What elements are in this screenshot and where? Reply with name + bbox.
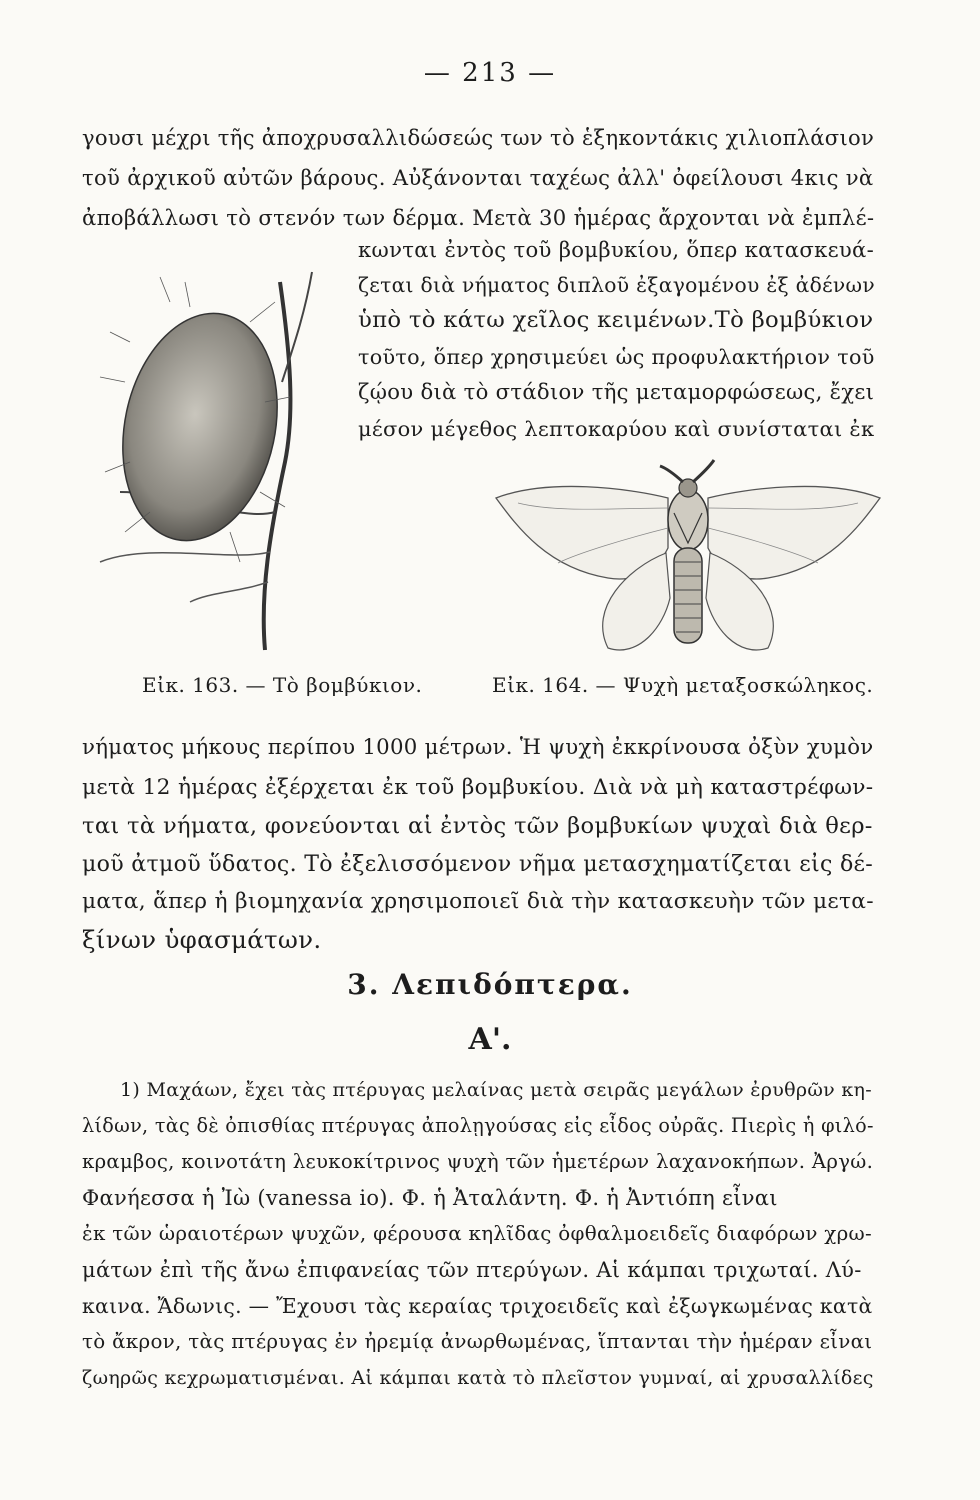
text-line: μοῦ ἀτμοῦ ὕδατος. Τὸ ἐξελισσόμενον νῆμα μετασχηματίζεται εἰς δέ- (82, 851, 874, 877)
subsection-title: Α'. (468, 1022, 512, 1057)
text-line: ται τὰ νήματα, φονεύονται αἱ ἐντὸς τῶν βομβυκίων ψυχαὶ διὰ θερ- (82, 813, 873, 839)
text-line: ἐκ τῶν ὡραιοτέρων ψυχῶν, φέρουσα κηλῖδας ὀφθαλμοειδεῖς διαφόρων χρω- (82, 1222, 873, 1245)
text-line: ζῴου διὰ τὸ στάδιον τῆς μεταμορφώσεως, ἔχει (358, 379, 875, 404)
text-line: μάτων ἐπὶ τῆς ἄνω ἐπιφανείας τῶν πτερύγων. Αἱ κάμπαι τριχωταί. Λύ- (82, 1258, 862, 1282)
text-line: τὸ ἄκρον, τὰς πτέρυγας ἐν ἠρεμίᾳ ἀνωρθωμένας, ἵπτανται τὴν ἡμέραν εἶναι (82, 1330, 873, 1353)
text-line: ζωηρῶς κεχρωματισμέναι. Αἱ κάμπαι κατὰ τὸ πλεῖστον γυμναί, αἱ χρυσαλλίδες (82, 1367, 874, 1389)
text-line: Φανήεσσα ἡ Ἰὼ (vanessa io). Φ. ἡ Ἀταλάντη. Φ. ἡ Ἀντιόπη εἶναι (82, 1186, 778, 1210)
text-line: ἀποβάλλωσι τὸ στενόν των δέρμα. Μετὰ 30 ἡμέρας ἄρχονται νὰ ἐμπλέ- (82, 205, 875, 230)
text-line: μέσον μέγεθος λεπτοκαρύου καὶ συνίσταται ἐκ (358, 417, 875, 441)
text-line: μετὰ 12 ἡμέρας ἐξέρχεται ἐκ τοῦ βομβυκίου. Διὰ νὰ μὴ καταστρέφων- (82, 775, 874, 800)
section-title: 3. Λεπιδόπτερα. (347, 968, 633, 1001)
text-line: ὑπὸ τὸ κάτω χεῖλος κειμένων.Τὸ βομβύκιον (358, 307, 874, 333)
text-line: 1) Μαχάων, ἔχει τὰς πτέρυγας μελαίνας μετὰ σειρᾶς μεγάλων ἐρυθρῶν κη- (120, 1079, 872, 1101)
moth-illustration (488, 458, 888, 668)
figure-163-caption: Εἰκ. 163. — Τὸ βομβύκιον. (142, 673, 423, 697)
text-line: τοῦ ἀρχικοῦ αὐτῶν βάρους. Αὐξάνονται ταχέως ἀλλ' ὀφείλουσι 4κις νὰ (82, 165, 874, 190)
figure-164-caption: Εἰκ. 164. — Ψυχὴ μεταξοσκώληκος. (492, 673, 874, 697)
text-line: κραμβος, κοινοτάτη λευκοκίτρινος ψυχὴ τῶν ἡμετέρων λαχανοκήπων. Ἀργώ. (82, 1150, 874, 1173)
text-line: ματα, ἅπερ ἡ βιομηχανία χρησιμοποιεῖ διὰ τὴν κατασκευὴν τῶν μετα- (82, 889, 874, 914)
text-line: τοῦτο, ὅπερ χρησιμεύει ὡς προφυλακτήριον τοῦ (358, 345, 875, 369)
page-number: — 213 — (423, 58, 557, 88)
text-line: νήματος μήκους περίπου 1000 μέτρων. Ἡ ψυχὴ ἐκκρίνουσα ὀξὺν χυμὸν (82, 735, 874, 760)
text-line: καινα. Ἄδωνις. — Ἔχουσι τὰς κεραίας τριχοειδεῖς καὶ ἐξωγκωμένας κατὰ (82, 1294, 873, 1318)
cocoon-illustration (90, 262, 320, 652)
text-line: ξίνων ὑφασμάτων. (82, 925, 322, 954)
text-line: κωνται ἐντὸς τοῦ βομβυκίου, ὅπερ κατασκευά- (358, 237, 875, 262)
text-line: γουσι μέχρι τῆς ἀποχρυσαλλιδώσεώς των τὸ ἑξηκοντάκις χιλιοπλάσιον (82, 125, 875, 150)
text-line: λίδων, τὰς δὲ ὀπισθίας πτέρυγας ἀπολῃγούσας εἰς εἶδος οὐρᾶς. Πιερὶς ἡ φιλό- (82, 1114, 874, 1137)
text-line: ζεται διὰ νήματος διπλοῦ ἐξαγομένου ἐξ ἀδένων (358, 273, 875, 297)
